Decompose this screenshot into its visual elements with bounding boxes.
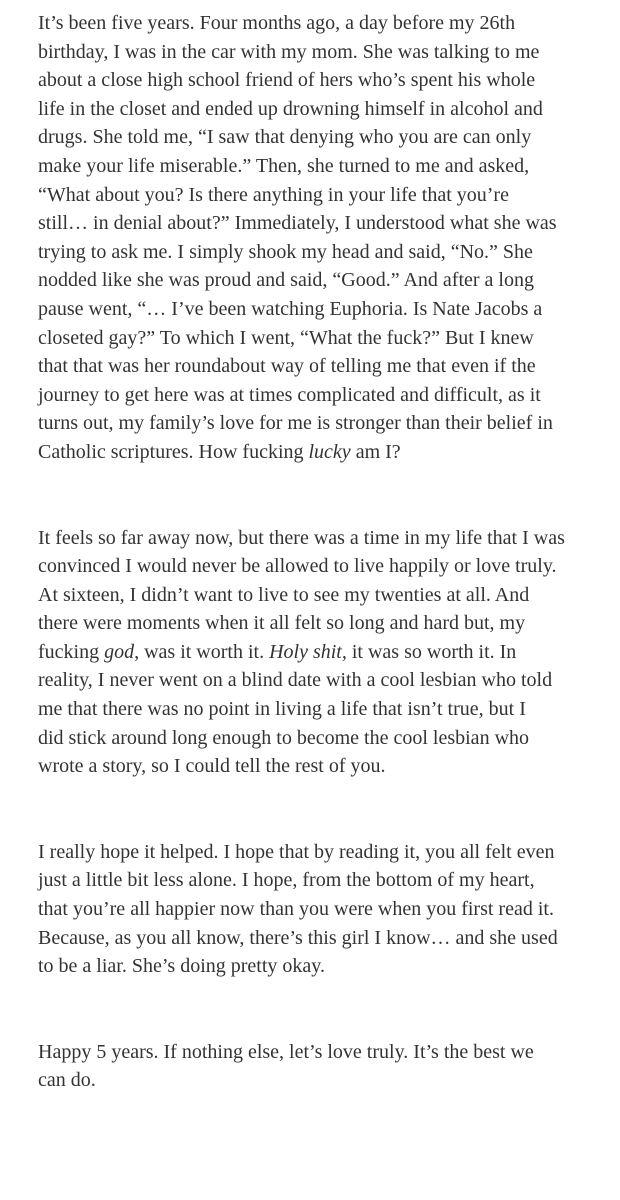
text-line: birthday, I was in the car with my mom. She was talking to me [38,40,540,63]
text-line: journey to get here was at times complicated and difficult, as it [38,383,541,406]
text-run: was it worth it. [139,640,270,663]
text-line: can do. [38,1069,96,1092]
text-line: life in the closet and ended up drowning himself in alcohol and [38,97,543,120]
text-line: At sixteen, I didn’t want to live to see my twenties at all. And [38,583,530,606]
text-line: It’s been five years. Four months ago, a day before my 26th [38,12,516,34]
text-line: wrote a story, so I could tell the rest of you. [38,755,386,778]
text-line: that that was her roundabout way of telling me that even if the [38,355,536,378]
text-line: reality, I never went on a blind date with a cool lesbian who told [38,669,553,692]
text-line: Happy 5 years. If nothing else, let’s love truly. It’s the best we [38,1040,534,1063]
text-run: am I? [350,440,401,463]
text-line: about a close high school friend of hers who’s spent his whole [38,69,536,92]
text-line: to be a liar. She’s doing pretty okay. [38,955,325,978]
text-line: just a little bit less alone. I hope, from the bottom of my heart, [38,869,535,892]
text-line: make your life miserable.” Then, she turned to me and asked, [38,154,530,177]
text-line: drugs. She told me, “I saw that denying who you are can only [38,126,532,149]
paragraph-2 [38,524,601,781]
paragraph-1 [38,9,601,467]
text-line-mixed [38,638,601,667]
text-line: It feels so far away now, but there was a time in my life that I was [38,526,565,549]
text-line: trying to ask me. I simply shook my head and said, “No.” She [38,240,533,263]
text-line: convinced I would never be allowed to live happily or love truly. [38,555,557,578]
text-line: nodded like she was proud and said, “Good.” And after a long [38,269,534,292]
italic-emphasis: Holy shit, [269,640,347,663]
text-line: there were moments when it all felt so long and hard but, my [38,612,526,635]
text-line: turns out, my family’s love for me is stronger than their belief in [38,412,553,435]
text-line: me that there was no point in living a life that isn’t true, but I [38,698,526,721]
italic-emphasis: god, [104,640,140,663]
text-line-last [38,438,601,467]
text-line: that you’re all happier now than you were when you first read it. [38,898,554,921]
paragraph-3 [38,838,601,981]
text-line: pause went, “… I’ve been watching Euphoria. Is Nate Jacobs a [38,297,543,320]
text-line: did stick around long enough to become the cool lesbian who [38,726,530,749]
text-line: still… in denial about?” Immediately, I understood what she was [38,212,557,235]
paragraph-4 [38,1038,601,1095]
text-line: “What about you? Is there anything in your life that you’re [38,183,509,206]
text-line: I really hope it helped. I hope that by reading it, you all felt even [38,840,555,863]
italic-emphasis: lucky [308,440,351,463]
text-run: fucking [38,640,105,663]
text-run: Catholic scriptures. How fucking [38,440,309,463]
text-line: Because, as you all know, there’s this girl I know… and she used [38,926,558,949]
text-line: closeted gay?” To which I went, “What the fuck?” But I knew [38,326,534,349]
text-run: it was so worth it. In [346,640,517,663]
